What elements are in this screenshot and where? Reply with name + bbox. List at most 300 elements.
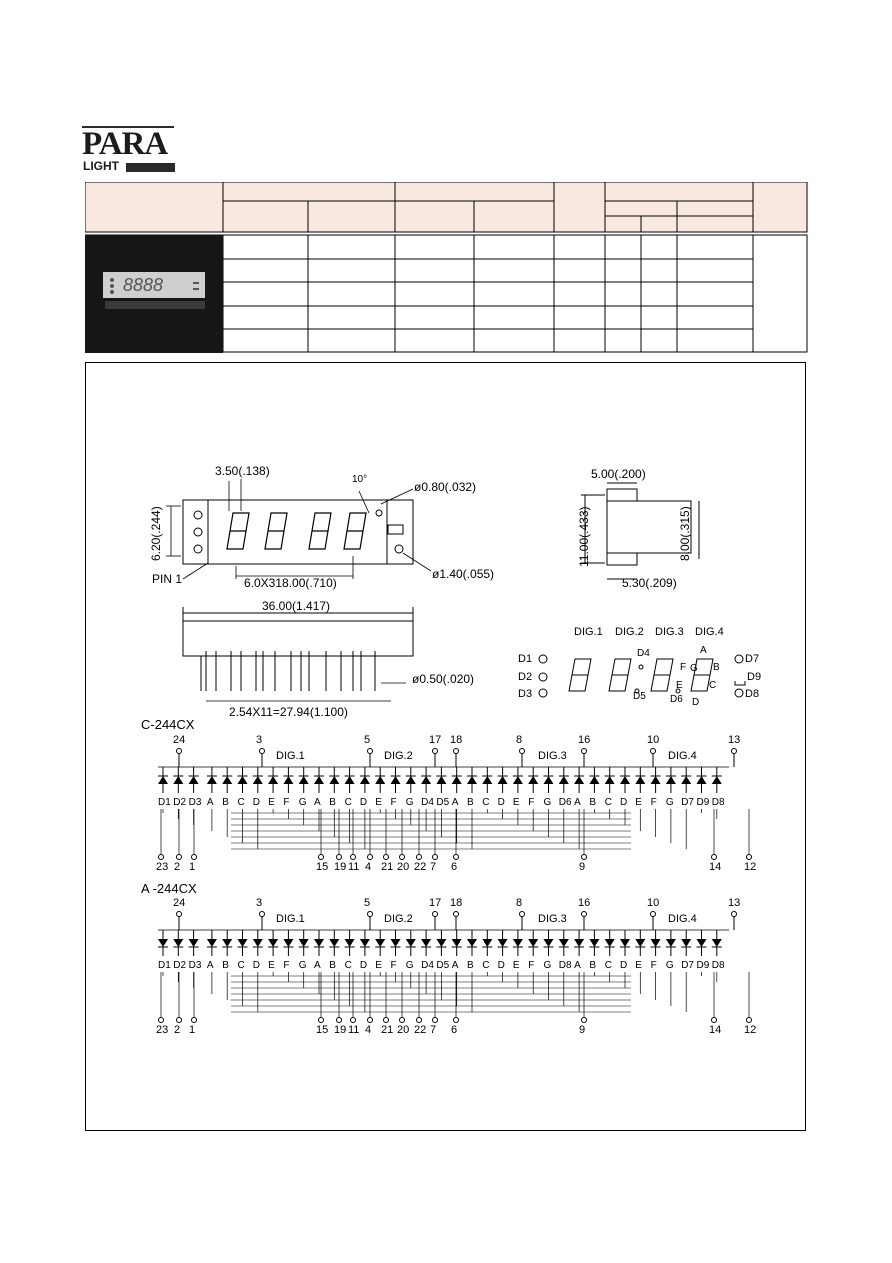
led-label: D2 [173, 797, 187, 808]
dim-char-height: 3.50(.138) [215, 464, 270, 478]
led-label: D8 [558, 960, 572, 971]
legend-d3: D3 [518, 688, 533, 700]
legend-d8: D8 [745, 688, 760, 700]
led-label: E [635, 797, 642, 808]
digit-label: DIG.3 [538, 913, 567, 925]
led-label: F [650, 797, 657, 808]
diode [589, 776, 599, 784]
led-label: D3 [188, 797, 202, 808]
bottom-pin-number: 1 [189, 1024, 196, 1036]
diode [681, 939, 691, 947]
diode [620, 776, 630, 784]
led-label: F [283, 960, 290, 971]
led-label: A [451, 960, 459, 971]
diode [360, 776, 370, 784]
legend-dig1: DIG.1 [574, 626, 603, 638]
top-pin-number: 8 [516, 734, 523, 746]
led-label: B [589, 797, 597, 808]
pin-terminal [192, 1018, 197, 1023]
pin-terminal [337, 1018, 342, 1023]
legend-d4: D4 [637, 648, 650, 659]
led-label: D7 [681, 960, 694, 971]
diode [173, 776, 183, 784]
top-pin-number: 10 [647, 734, 660, 746]
diode [528, 939, 538, 947]
led-label: D1 [158, 960, 171, 971]
led-label: D8 [711, 797, 725, 808]
logo-subtitle: LIGHT [83, 159, 119, 173]
led-label: D1 [158, 797, 171, 808]
bottom-pin-number: 19 [334, 861, 347, 873]
legend-d9: D9 [747, 671, 762, 683]
top-pin-number: 5 [364, 897, 371, 909]
digit-label: DIG.4 [668, 913, 697, 925]
bottom-pin-number: 6 [451, 1024, 458, 1036]
circuit1-title: C-244CX [141, 717, 195, 732]
diode [544, 939, 554, 947]
diode [574, 776, 584, 784]
diode [605, 776, 615, 784]
led-label: A [574, 960, 581, 971]
diode [238, 939, 248, 947]
pin-terminal [400, 855, 405, 860]
diode [173, 939, 183, 947]
bottom-pin-number: 4 [365, 1024, 372, 1036]
led-label: F [390, 960, 397, 971]
product-photo [85, 235, 223, 353]
top-pin-number: 24 [173, 734, 186, 746]
diode [482, 939, 492, 947]
diode [666, 939, 676, 947]
diode [222, 776, 232, 784]
led-label: D5 [436, 960, 450, 971]
diode [559, 776, 569, 784]
bottom-pin-number: 15 [316, 1024, 329, 1036]
diode [452, 939, 462, 947]
led-label: C [482, 960, 490, 971]
led-label: D8 [711, 960, 725, 971]
led-label: B [222, 960, 229, 971]
logo-wordmark: PARA [82, 126, 168, 162]
pin-terminal [747, 855, 752, 860]
diode [436, 776, 446, 784]
pin-terminal [712, 1018, 717, 1023]
seg-a: A [700, 645, 707, 656]
legend-d6: D6 [670, 694, 683, 705]
legend-d5: D5 [633, 691, 646, 702]
diode [574, 939, 584, 947]
pin-terminal [651, 749, 656, 754]
pin-terminal [177, 912, 182, 917]
pin-terminal [433, 855, 438, 860]
diode [712, 939, 722, 947]
led-label: E [268, 960, 275, 971]
diode [329, 776, 339, 784]
diode [666, 776, 676, 784]
diode [189, 939, 199, 947]
bottom-pin-number: 12 [744, 861, 757, 873]
diode [421, 776, 431, 784]
pin-terminal [319, 855, 324, 860]
circuit-common-anode [156, 897, 756, 1036]
led-label: G [665, 960, 674, 971]
led-label: D6 [558, 797, 572, 808]
digit-label: DIG.3 [538, 750, 567, 762]
diode [360, 939, 370, 947]
pin-terminal [454, 1018, 459, 1023]
led-label: D [252, 960, 261, 971]
led-label: G [543, 960, 552, 971]
led-label: A [314, 960, 321, 971]
led-label: G [665, 797, 674, 808]
seg-e: E [676, 680, 683, 691]
led-label: G [405, 797, 414, 808]
bottom-pin-number: 9 [579, 1024, 586, 1036]
diode [406, 939, 416, 947]
digit-label: DIG.2 [384, 913, 413, 925]
pin-terminal [260, 749, 265, 754]
pin-terminal [433, 912, 438, 917]
diode [391, 939, 401, 947]
dim-slant: 10° [352, 474, 368, 485]
legend-dig3: DIG.3 [655, 626, 684, 638]
led-label: A [206, 960, 214, 971]
led-label: D3 [188, 960, 202, 971]
bottom-pin-number: 21 [381, 861, 394, 873]
pin-terminal [454, 912, 459, 917]
pin-terminal [433, 749, 438, 754]
pin-terminal [384, 1018, 389, 1023]
led-label: B [329, 797, 336, 808]
led-label: F [390, 797, 397, 808]
digit-label: DIG.4 [668, 750, 697, 762]
led-label: E [268, 797, 275, 808]
pin-terminal [433, 1018, 438, 1023]
led-label: B [222, 797, 229, 808]
pin-terminal [417, 1018, 422, 1023]
led-label: D [620, 797, 628, 808]
diode [697, 776, 707, 784]
bottom-pin-number: 19 [334, 1024, 347, 1036]
top-pin-number: 16 [578, 897, 591, 909]
circuit-common-cathode [156, 734, 756, 873]
diode [697, 939, 707, 947]
digit-label: DIG.1 [276, 913, 305, 925]
led-label: E [512, 797, 520, 808]
diode [635, 776, 645, 784]
led-label: E [512, 960, 520, 971]
diode [314, 776, 324, 784]
led-label: D [359, 797, 368, 808]
diode [345, 939, 355, 947]
pin-terminal [712, 855, 717, 860]
pin-terminal [732, 749, 737, 754]
front-view [183, 500, 413, 564]
drawing-frame [85, 362, 806, 1131]
dim-side-inner: 8.00(.315) [678, 506, 692, 561]
bottom-pin-number: 20 [397, 1024, 410, 1036]
pin-view-pins [206, 651, 375, 691]
pin-terminal [400, 1018, 405, 1023]
diode [238, 776, 248, 784]
pin-view-dims [206, 683, 406, 701]
seg-g: G [690, 663, 698, 674]
seg-d: D [692, 697, 700, 708]
bottom-pin-number: 20 [397, 861, 410, 873]
led-label: F [283, 797, 290, 808]
diode [498, 776, 508, 784]
svg-text:8888: 8888 [123, 275, 164, 295]
pin-terminal [368, 912, 373, 917]
led-label: A [574, 797, 581, 808]
led-label: B [467, 960, 474, 971]
dim-side-top: 5.00(.200) [591, 467, 646, 481]
bottom-pin-number: 7 [430, 1024, 437, 1036]
top-pin-number: 8 [516, 897, 523, 909]
diode [253, 939, 263, 947]
bottom-pin-number: 23 [156, 1024, 169, 1036]
dim-total-width: 36.00(1.417) [262, 599, 331, 613]
pin-terminal [319, 1018, 324, 1023]
diode [452, 776, 462, 784]
pin-terminal [747, 1018, 752, 1023]
pin-terminal [159, 1018, 164, 1023]
dim-digit-pitch: 6.0X318.00(.710) [244, 576, 337, 590]
seg-f: F [680, 662, 687, 673]
bottom-pin-number: 12 [744, 1024, 757, 1036]
bottom-pin-number: 11 [348, 861, 360, 873]
bottom-pin-number: 22 [414, 861, 427, 873]
diode [299, 776, 309, 784]
pin-terminal [384, 855, 389, 860]
legend-d7: D7 [745, 653, 760, 665]
led-label: C [604, 960, 612, 971]
led-label: E [375, 960, 382, 971]
led-label: D [497, 960, 505, 971]
diode [513, 939, 523, 947]
diode [268, 776, 278, 784]
front-view-digits [227, 513, 366, 549]
pin-terminal [260, 912, 265, 917]
led-label: F [528, 797, 535, 808]
product-photo-art [85, 235, 223, 353]
diode [651, 939, 661, 947]
bottom-pin-number: 1 [189, 861, 196, 873]
diode [375, 939, 385, 947]
top-pin-number: 16 [578, 734, 591, 746]
led-label: D7 [681, 797, 694, 808]
led-label: E [635, 960, 642, 971]
led-label: B [467, 797, 474, 808]
dim-side-bottom: 5.30(.209) [622, 576, 677, 590]
led-label: G [405, 960, 414, 971]
pin-terminal [582, 1018, 587, 1023]
led-label: E [375, 797, 382, 808]
seg-c: C [709, 680, 717, 691]
pin-terminal [177, 855, 182, 860]
bottom-pin-number: 2 [174, 1024, 181, 1036]
dim-body-height: 6.20(.244) [149, 506, 163, 561]
diode [253, 776, 263, 784]
pin1-label: PIN 1 [152, 572, 183, 586]
top-pin-number: 17 [429, 897, 442, 909]
dim-pin-diameter: ø0.50(.020) [412, 672, 475, 686]
digit-label: DIG.2 [384, 750, 413, 762]
pin-terminal [192, 855, 197, 860]
diode [329, 939, 339, 947]
led-label: F [650, 960, 657, 971]
mechanical-drawing [86, 363, 807, 1132]
diode [406, 776, 416, 784]
diode [589, 939, 599, 947]
diode [207, 939, 217, 947]
bottom-pin-number: 22 [414, 1024, 427, 1036]
diode [158, 939, 168, 947]
led-label: D [359, 960, 368, 971]
diode [528, 776, 538, 784]
led-label: D4 [421, 960, 434, 971]
bottom-pin-number: 7 [430, 861, 437, 873]
led-label: D [497, 797, 505, 808]
diode [620, 939, 630, 947]
diode [207, 776, 217, 784]
pin-terminal [454, 749, 459, 754]
diode [421, 939, 431, 947]
pin-terminal [732, 912, 737, 917]
diode [299, 939, 309, 947]
diode [681, 776, 691, 784]
pin-terminal [454, 855, 459, 860]
led-label: D9 [696, 797, 710, 808]
led-label: D2 [173, 960, 187, 971]
dim-side-height: 11.00(.433) [577, 506, 591, 567]
led-label: D [620, 960, 628, 971]
pin-terminal [368, 855, 373, 860]
diode [391, 776, 401, 784]
bottom-pin-number: 4 [365, 861, 372, 873]
diode [375, 776, 385, 784]
bottom-pin-number: 14 [709, 861, 722, 873]
pin-terminal [582, 912, 587, 917]
pin-terminal [351, 1018, 356, 1023]
pin-terminal [159, 855, 164, 860]
dim-hole-large: ø1.40(.055) [432, 567, 495, 581]
pin-terminal [337, 855, 342, 860]
legend-dig4: DIG.4 [695, 626, 724, 638]
top-pin-number: 3 [256, 897, 263, 909]
pin-terminal [520, 912, 525, 917]
pin-terminal [582, 749, 587, 754]
bottom-pin-number: 11 [348, 1024, 360, 1036]
bottom-pin-number: 2 [174, 861, 181, 873]
top-pin-number: 17 [429, 734, 442, 746]
diode [222, 939, 232, 947]
led-label: F [528, 960, 535, 971]
diode [436, 939, 446, 947]
top-pin-number: 18 [450, 734, 463, 746]
diode [605, 939, 615, 947]
dim-pin-pitch: 2.54X11=27.94(1.100) [229, 705, 348, 719]
led-label: D4 [421, 797, 434, 808]
diode [498, 939, 508, 947]
diode [314, 939, 324, 947]
brand-logo [82, 126, 176, 174]
diode [651, 776, 661, 784]
led-label: A [451, 797, 459, 808]
led-label: C [344, 960, 352, 971]
bottom-pin-number: 23 [156, 861, 169, 873]
diode [544, 776, 554, 784]
legend-d2: D2 [518, 671, 533, 683]
led-label: A [314, 797, 321, 808]
pin-terminal [417, 855, 422, 860]
diode [158, 776, 168, 784]
dim-hole-small: ø0.80(.032) [414, 480, 477, 494]
led-label: G [298, 797, 307, 808]
top-pin-number: 18 [450, 897, 463, 909]
seg-b: B [713, 662, 720, 673]
led-label: B [329, 960, 336, 971]
diode [482, 776, 492, 784]
diode [513, 776, 523, 784]
top-pin-number: 13 [728, 734, 741, 746]
diode [283, 776, 293, 784]
pin-terminal [351, 855, 356, 860]
pin-terminal [520, 749, 525, 754]
pin-terminal [177, 1018, 182, 1023]
pin-terminal [368, 1018, 373, 1023]
diode [635, 939, 645, 947]
logo-bottom-bar [126, 163, 175, 172]
bottom-pin-number: 14 [709, 1024, 722, 1036]
bottom-pin-number: 6 [451, 861, 458, 873]
diode [268, 939, 278, 947]
diode [467, 939, 477, 947]
top-pin-number: 24 [173, 897, 186, 909]
bottom-pin-number: 9 [579, 861, 586, 873]
led-label: G [543, 797, 552, 808]
diode [712, 776, 722, 784]
circuit2-title: A -244CX [141, 881, 197, 896]
diode [467, 776, 477, 784]
led-label: C [604, 797, 612, 808]
led-label: A [206, 797, 214, 808]
pin-view [183, 607, 413, 691]
pin-terminal [177, 749, 182, 754]
diode [283, 939, 293, 947]
diode [559, 939, 569, 947]
top-pin-number: 10 [647, 897, 660, 909]
legend-dig2: DIG.2 [615, 626, 644, 638]
pin-terminal [651, 912, 656, 917]
top-pin-number: 5 [364, 734, 371, 746]
led-label: C [344, 797, 352, 808]
bottom-pin-number: 21 [381, 1024, 394, 1036]
led-label: D [252, 797, 261, 808]
led-label: D5 [436, 797, 450, 808]
led-label: G [298, 960, 307, 971]
legend-d1: D1 [518, 653, 533, 665]
led-label: C [482, 797, 490, 808]
diode [189, 776, 199, 784]
top-pin-number: 13 [728, 897, 741, 909]
diode [345, 776, 355, 784]
top-pin-number: 3 [256, 734, 263, 746]
bottom-pin-number: 15 [316, 861, 329, 873]
led-label: C [237, 797, 245, 808]
led-label: C [237, 960, 245, 971]
spec-table-header [85, 182, 807, 232]
